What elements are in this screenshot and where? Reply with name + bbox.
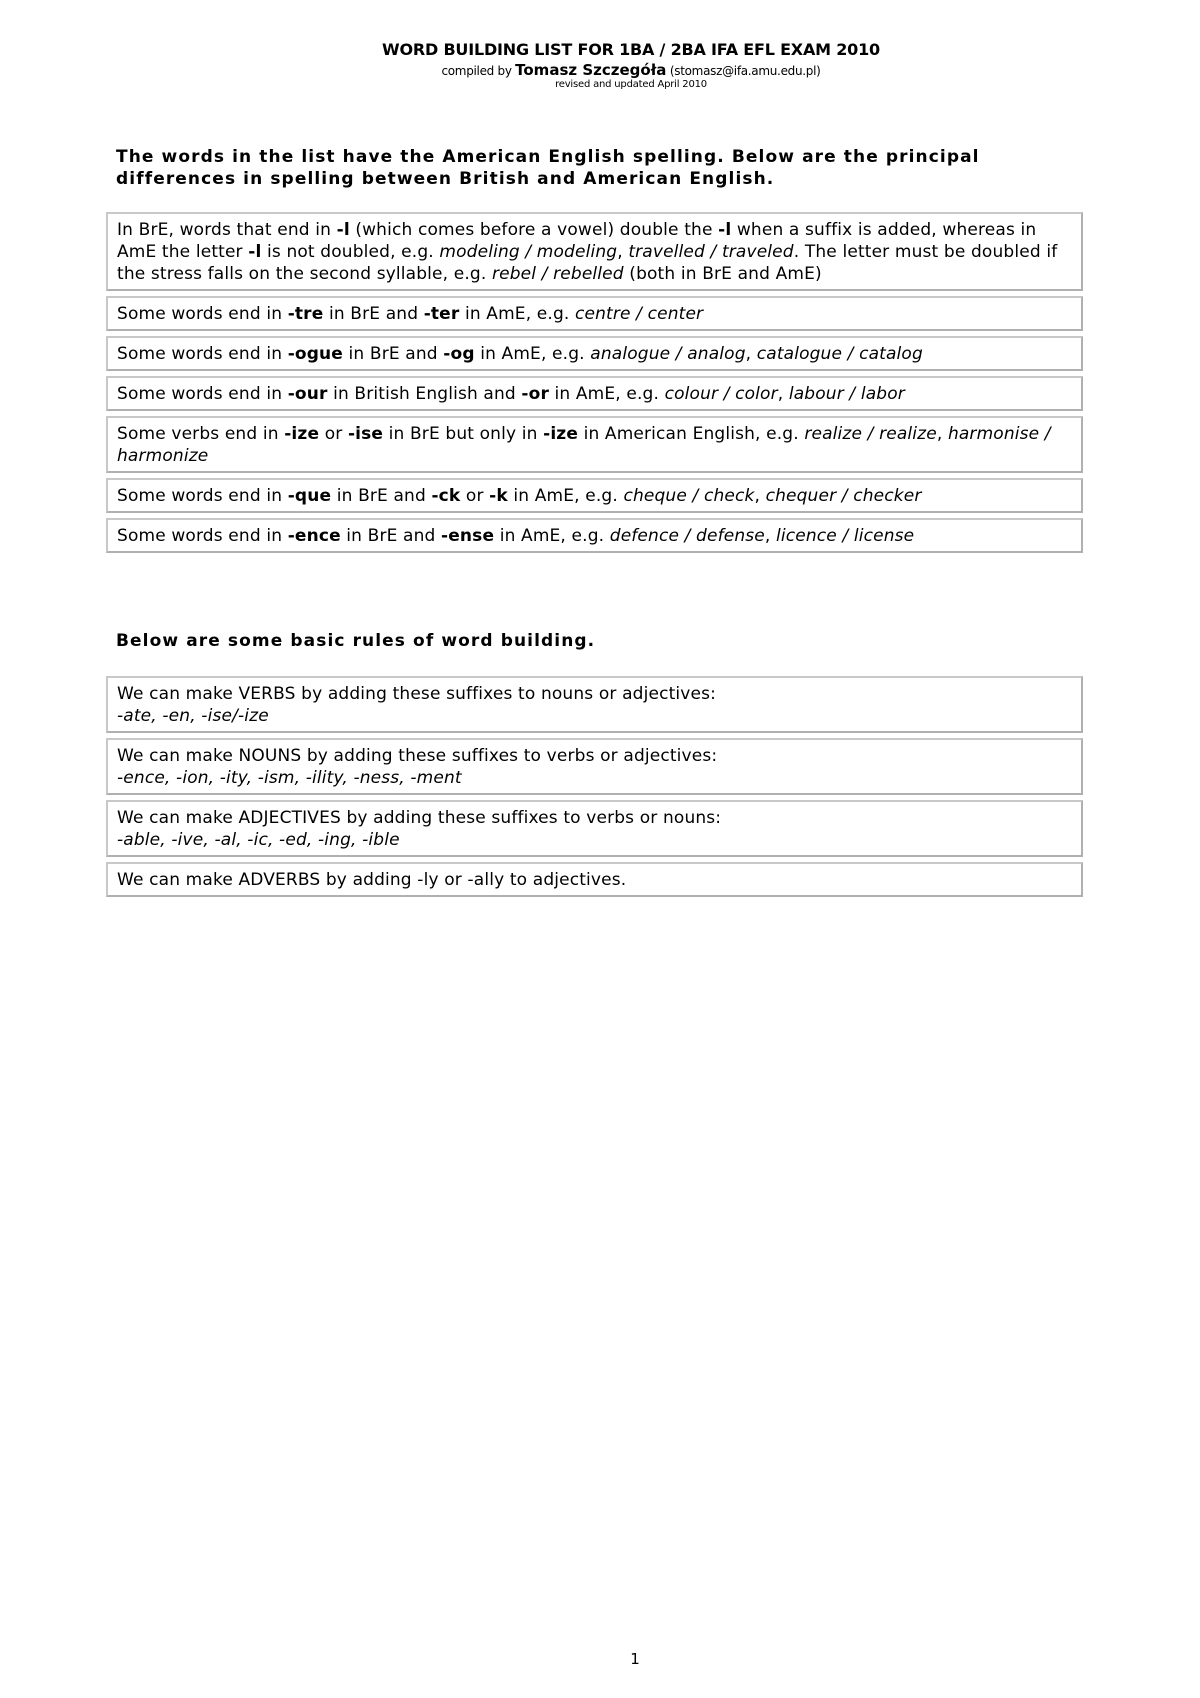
compiled-prefix: compiled by xyxy=(441,64,512,78)
rule-nouns: We can make NOUNS by adding these suffixes to verbs or adjectives: -ence, -ion, -ity, -ism, -ility, -ness, -ment xyxy=(106,738,1083,795)
spelling-intro: The words in the list have the American English spelling. Below are the principal differences in spelling between British and American English. xyxy=(116,147,980,189)
spelling-differences-table xyxy=(106,212,1083,558)
author-email: (stomasz@ifa.amu.edu.pl) xyxy=(669,64,821,78)
spelling-row-ogue: Some words end in -ogue in BrE and -og in AmE, e.g. analogue / analog, catalogue / catalog xyxy=(106,336,1083,371)
spelling-row-ize: Some verbs end in -ize or -ise in BrE but only in -ize in American English, e.g. realize / realize, harmonise / harmonize xyxy=(106,416,1083,473)
spelling-row-tre: Some words end in -tre in BrE and -ter in AmE, e.g. centre / center xyxy=(106,296,1083,331)
spelling-row-our: Some words end in -our in British English and -or in AmE, e.g. colour / color, labour / labor xyxy=(106,376,1083,411)
document-header xyxy=(0,40,1200,90)
revision-note: revised and updated April 2010 xyxy=(555,79,707,90)
author-name: Tomasz Szczegóła xyxy=(515,61,667,79)
rule-verbs: We can make VERBS by adding these suffixes to nouns or adjectives: -ate, -en, -ise/-ize xyxy=(106,676,1083,733)
word-building-intro: Below are some basic rules of word building. xyxy=(116,631,596,651)
spelling-row-que: Some words end in -que in BrE and -ck or -k in AmE, e.g. cheque / check, chequer / checker xyxy=(106,478,1083,513)
compiled-by-line xyxy=(0,61,1200,79)
rule-adjectives: We can make ADJECTIVES by adding these suffixes to verbs or nouns: -able, -ive, -al, -ic, -ed, -ing, -ible xyxy=(106,800,1083,857)
page-number: 1 xyxy=(630,1650,640,1668)
rule-adverbs: We can make ADVERBS by adding -ly or -ally to adjectives. xyxy=(106,862,1083,897)
spelling-row-double-l: In BrE, words that end in -l (which comes before a vowel) double the -l when a suffix is added, whereas in AmE the letter -l is not doubled, e.g. modeling / modeling, travelled / traveled. The letter must be doubled if the stress falls on the second syllable, e.g. rebel / rebelled (both in BrE and AmE) xyxy=(106,212,1083,291)
word-building-rules-table xyxy=(106,676,1083,902)
document-title: WORD BUILDING LIST FOR 1BA / 2BA IFA EFL EXAM 2010 xyxy=(382,40,880,59)
spelling-row-ence: Some words end in -ence in BrE and -ense in AmE, e.g. defence / defense, licence / license xyxy=(106,518,1083,553)
